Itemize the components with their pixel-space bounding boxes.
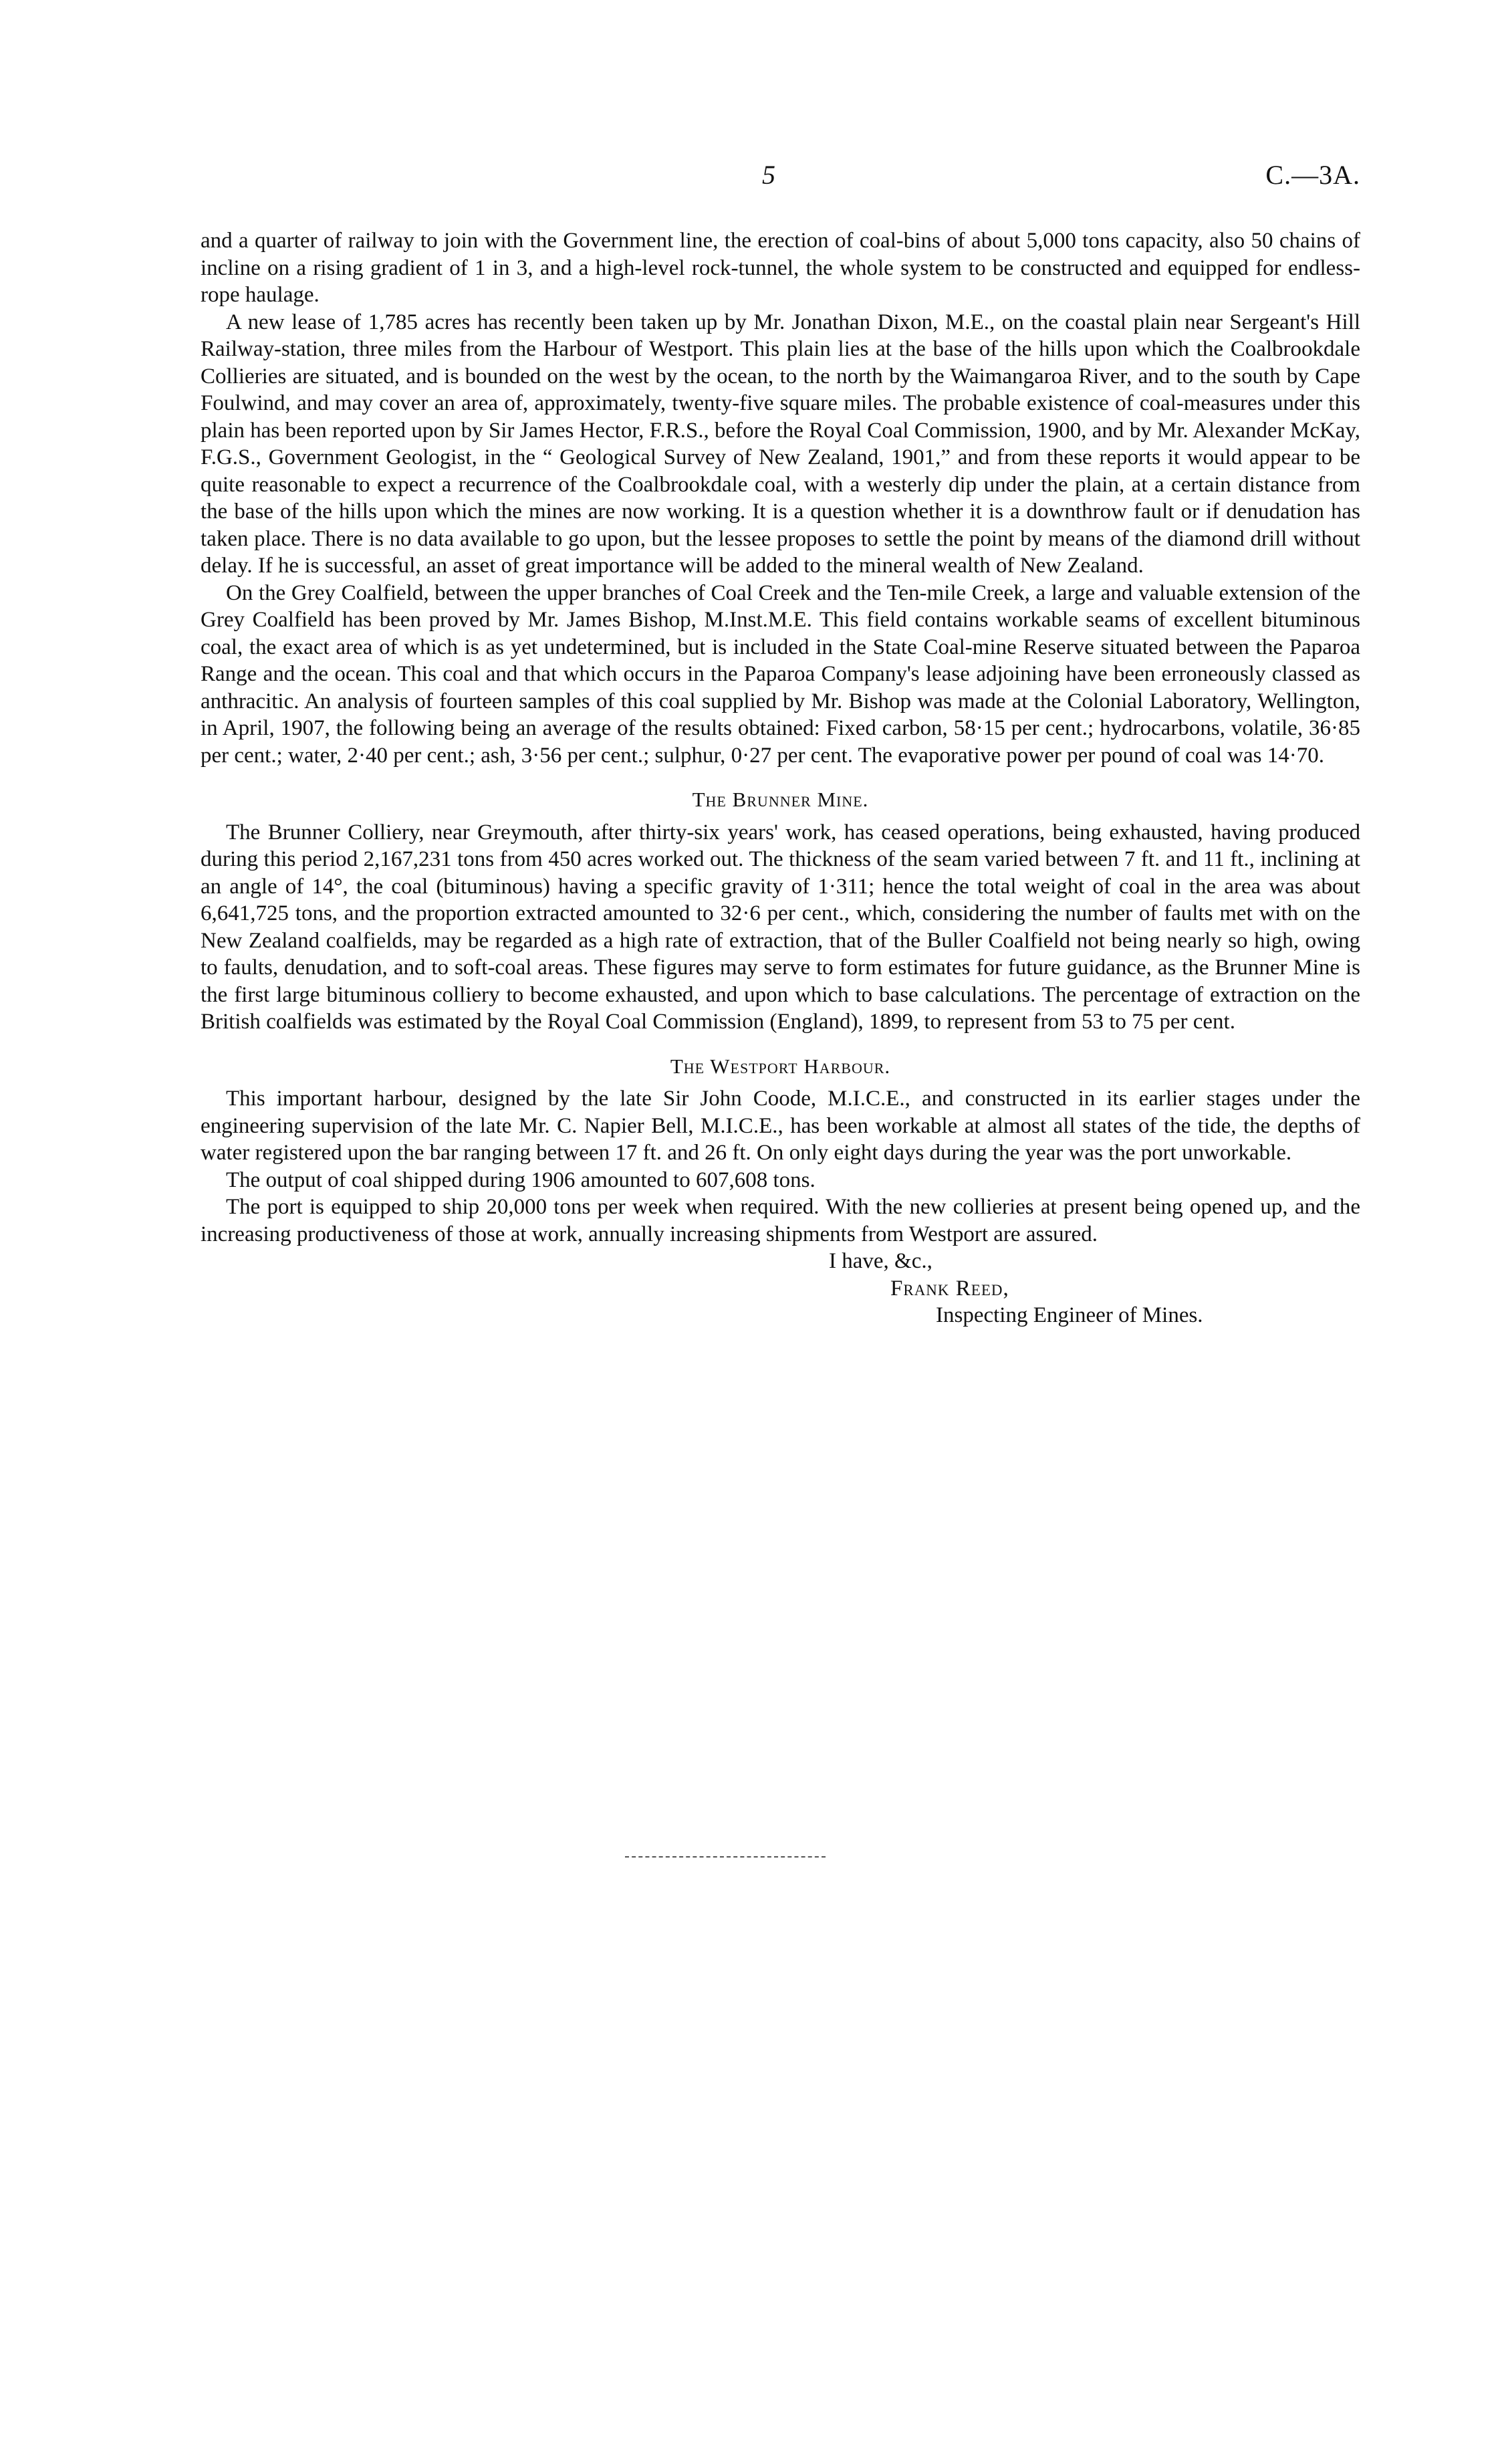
paragraph-new-lease: A new lease of 1,785 acres has recently been taken up by Mr. Jonathan Dixon, M.E., on the coastal plain near Sergeant's Hill Railway-station, three miles from the Harbour of Westport. This plain lies at the base of the hills upon which the Coalbrookdale Collieries are situated, and is bounded on the west by the ocean, to the north by the Waimangaroa River, and to the south by Cape Foulwind, and may cover an area of, approximately, twenty-five square miles. The probable existence of coal-measures under this plain has been reported upon by Sir James Hector, F.R.S., before the Royal Coal Commission, 1900, and by Mr. Alexander McKay, F.G.S., Government Geologist, in the “ Geological Survey of New Zealand, 1901,” and from these reports it would appear to be quite reasonable to expect a recurrence of the Coalbrookdale coal, with a westerly dip under the plain, at a certain distance from the base of the hills upon which the mines are now working. It is a question whether it is a downthrow fault or if denudation has taken place. There is no data available to go upon, but the lessee proposes to settle the point by means of the diamond drill without delay. If he is successful, an asset of great importance will be added to the mineral wealth of New Zealand.	[201, 310, 1360, 578]
page-number: 5	[762, 160, 775, 190]
signer-name: Frank Reed,	[890, 1276, 1009, 1301]
paragraph-port-equipment: The port is equipped to ship 20,000 tons per week when required. With the new collieries at present being opened up, and the increasing productiveness of those at work, annually increasing shipments from Westport are assured.	[201, 1195, 1360, 1246]
section-heading-brunner-mine: The Brunner Mine.	[692, 788, 869, 811]
page-header	[201, 159, 1360, 199]
paragraph-brunner-colliery: The Brunner Colliery, near Greymouth, after thirty-six years' work, has ceased operations, being exhausted, having produced during this period 2,167,231 tons from 450 acres worked out. The thickness of the seam varied between 7 ft. and 11 ft., inclining at an angle of 14°, the coal (bituminous) having a specific gravity of 1·311; hence the total weight of coal in the area was about 6,641,725 tons, and the proportion extracted amounted to 32·6 per cent., which, considering the number of faults met with on the New Zealand coalfields, may be regarded as a high rate of extraction, that of the Buller Coalfield not being nearly so high, owing to faults, denudation, and to soft-coal areas. These figures may serve to form estimates for future guidance, as the Brunner Mine is the first large bituminous colliery to become exhausted, and upon which to base calculations. The percentage of extraction on the British coalfields was estimated by the Royal Coal Commission (England), 1899, to represent from 53 to 75 per cent.	[201, 820, 1360, 1034]
closing-phrase: I have, &c.,	[829, 1249, 932, 1273]
paragraph-harbour: This important harbour, designed by the late Sir John Coode, M.I.C.E., and constructed in its earlier stages under the engineering supervision of the late Mr. C. Napier Bell, M.I.C.E., has been workable at almost all states of the tide, the depths of water registered upon the bar ranging between 17 ft. and 26 ft. On only eight days during the year was the port unworkable.	[201, 1087, 1360, 1165]
report-body	[201, 227, 1360, 1329]
signer-title: Inspecting Engineer of Mines.	[936, 1303, 1203, 1327]
paragraph-railway: and a quarter of railway to join with the Government line, the erection of coal-bins of about 5,000 tons capacity, also 50 chains of incline on a rising gradient of 1 in 3, and a high-level rock-tunnel, the whole system to be constructed and equipped for endless-rope haulage.	[201, 229, 1360, 307]
signature-block	[829, 1248, 1364, 1329]
end-divider	[625, 1856, 826, 1858]
page-reference: C.—3A.	[1265, 160, 1360, 190]
paragraph-grey-coalfield: On the Grey Coalfield, between the upper branches of Coal Creek and the Ten-mile Creek, a large and valuable extension of the Grey Coalfield has been proved by Mr. James Bishop, M.Inst.M.E. This field contains workable seams of excellent bituminous coal, the exact area of which is as yet undetermined, but is included in the State Coal-mine Reserve situated between the Paparoa Range and the ocean. This coal and that which occurs in the Paparoa Company's lease adjoining have been erroneously classed as anthracitic. An analysis of fourteen samples of this coal supplied by Mr. Bishop was made at the Colonial Laboratory, Wellington, in April, 1907, the following being an average of the results obtained: Fixed carbon, 58·15 per cent.; hydrocarbons, volatile, 36·85 per cent.; water, 2·40 per cent.; ash, 3·56 per cent.; sulphur, 0·27 per cent. The evaporative power per pound of coal was 14·70.	[201, 580, 1360, 768]
section-heading-westport-harbour: The Westport Harbour.	[670, 1054, 891, 1078]
paragraph-coal-output: The output of coal shipped during 1906 amounted to 607,608 tons.	[226, 1167, 816, 1192]
